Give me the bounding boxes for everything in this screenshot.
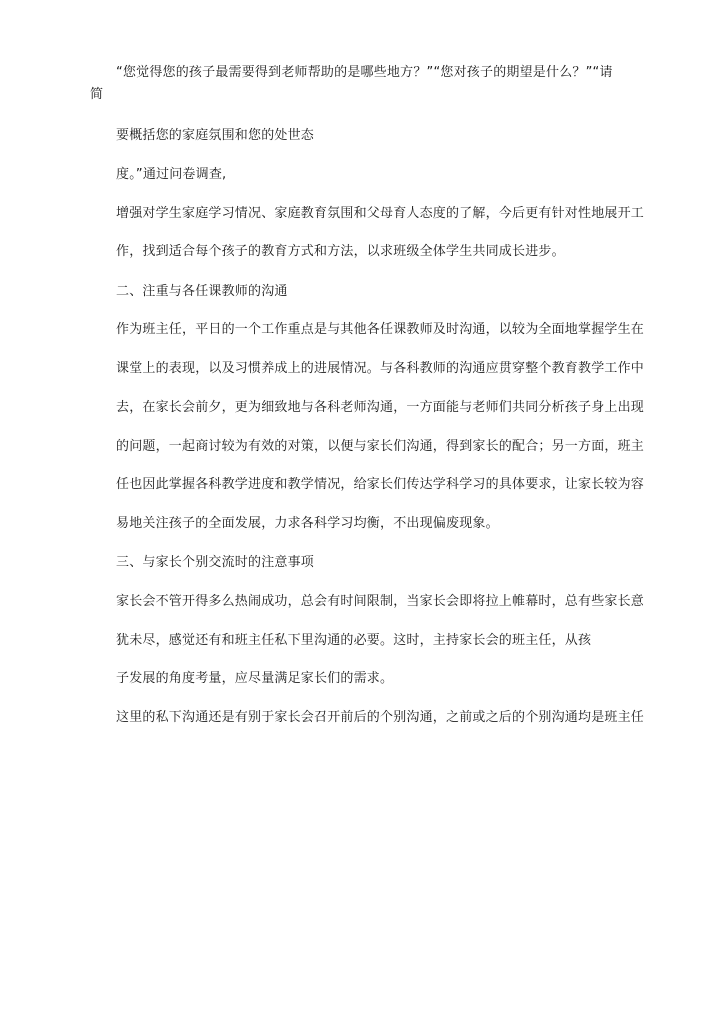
- text-line: 简: [90, 87, 104, 102]
- text-line: 度。”通过问卷调查,: [116, 167, 227, 182]
- text-line: 作，找到适合每个孩子的教育方式和方法，以求班级全体学生共同成长进步。: [116, 244, 565, 259]
- text-line: 犹未尽，感觉还有和班主任私下里沟通的必要。这时，主持家长会的班主任，从孩: [116, 633, 592, 648]
- text-line: 的问题，一起商讨较为有效的对策，以便与家长们沟通，得到家长的配合；另一方面，班主: [116, 439, 645, 454]
- section-heading: 三、与家长个别交流时的注意事项: [116, 555, 315, 570]
- text-line: “您觉得您的孩子最需要得到老师帮助的是哪些地方？”“您对孩子的期望是什么？”“请: [116, 65, 613, 80]
- text-line: 增强对学生家庭学习情况、家庭教育氛围和父母育人态度的了解，今后更有针对性地展开工: [116, 206, 645, 221]
- text-line: 作为班主任，平日的一个工作重点是与其他各任课教师及时沟通，以较为全面地掌握学生在: [116, 322, 645, 337]
- text-line: 易地关注孩子的全面发展，力求各科学习均衡，不出现偏废现象。: [116, 516, 499, 531]
- text-line: 课堂上的表现，以及习惯养成上的进展情况。与各科教师的沟通应贯穿整个教育教学工作中: [116, 361, 645, 376]
- section-heading: 二、注重与各任课教师的沟通: [116, 284, 288, 299]
- text-line: 这里的私下沟通还是有别于家长会召开前后的个别沟通，之前或之后的个别沟通均是班主任: [116, 710, 645, 725]
- text-line: 去，在家长会前夕，更为细致地与各科老师沟通，一方面能与老师们共同分析孩子身上出现: [116, 400, 645, 415]
- text-line: 要概括您的家庭氛围和您的处世态: [116, 128, 315, 143]
- text-line: 任也因此掌握各科教学进度和教学情况，给家长们传达学科学习的具体要求，让家长较为容: [116, 477, 645, 492]
- text-line: 家长会不管开得多么热闹成功，总会有时间限制，当家长会即将拉上帷幕时，总有些家长意: [116, 594, 645, 609]
- text-line: 子发展的角度考量，应尽量满足家长们的需求。: [116, 671, 394, 686]
